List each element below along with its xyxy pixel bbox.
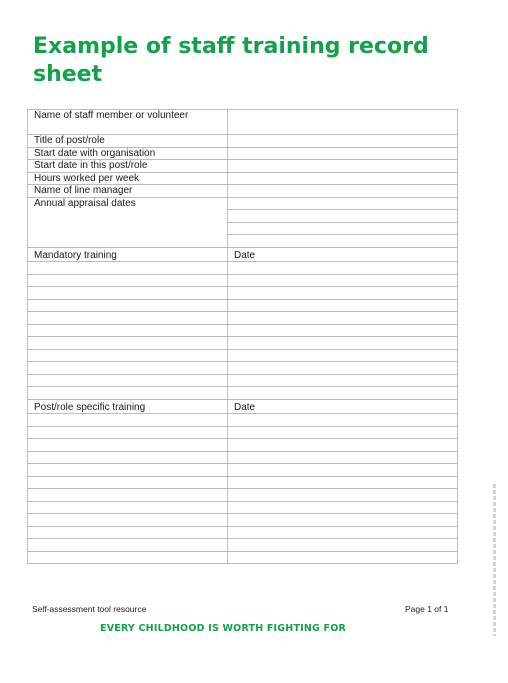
appraisal-date-cell[interactable] [228, 235, 458, 248]
date-cell[interactable] [228, 387, 458, 400]
table-row [28, 439, 458, 452]
date-cell[interactable] [228, 274, 458, 287]
date-cell[interactable] [228, 451, 458, 464]
field-label-appraisal-dates: Annual appraisal dates [28, 197, 228, 247]
table-row [28, 426, 458, 439]
field-value-hours[interactable] [228, 172, 458, 185]
date-cell[interactable] [228, 476, 458, 489]
training-record-table [27, 109, 458, 564]
table-row [28, 362, 458, 375]
table-row [28, 172, 458, 185]
date-cell[interactable] [228, 551, 458, 564]
specific-training-rows [28, 414, 458, 564]
table-row [28, 374, 458, 387]
training-cell[interactable] [28, 287, 228, 300]
table-row [28, 287, 458, 300]
table-row [28, 147, 458, 160]
table-row [28, 539, 458, 552]
training-cell[interactable] [28, 514, 228, 527]
training-cell[interactable] [28, 539, 228, 552]
training-cell[interactable] [28, 374, 228, 387]
specific-training-header: Post/role specific training [28, 399, 228, 414]
mandatory-training-header: Mandatory training [28, 247, 228, 262]
mandatory-training-header-row [28, 247, 458, 262]
training-cell[interactable] [28, 464, 228, 477]
appraisal-date-cell[interactable] [228, 222, 458, 235]
table-row [28, 526, 458, 539]
appraisal-date-cell[interactable] [228, 210, 458, 223]
training-cell[interactable] [28, 274, 228, 287]
date-cell[interactable] [228, 526, 458, 539]
date-header: Date [228, 399, 458, 414]
training-cell[interactable] [28, 312, 228, 325]
training-cell[interactable] [28, 387, 228, 400]
date-cell[interactable] [228, 299, 458, 312]
date-cell[interactable] [228, 337, 458, 350]
field-label-hours: Hours worked per week [28, 172, 228, 185]
table-row [28, 414, 458, 427]
brand-tagline: EVERY CHILDHOOD IS WORTH FIGHTING FOR [100, 623, 346, 634]
table-row [28, 299, 458, 312]
page-number: Page 1 of 1 [405, 604, 449, 614]
table-row [28, 160, 458, 173]
date-cell[interactable] [228, 489, 458, 502]
field-label-post-title: Title of post/role [28, 135, 228, 148]
table-row [28, 324, 458, 337]
date-cell[interactable] [228, 262, 458, 275]
field-label-staff-name: Name of staff member or volunteer [28, 110, 228, 135]
training-cell[interactable] [28, 299, 228, 312]
training-cell[interactable] [28, 337, 228, 350]
field-value-post-title[interactable] [228, 135, 458, 148]
training-cell[interactable] [28, 324, 228, 337]
date-cell[interactable] [228, 287, 458, 300]
training-cell[interactable] [28, 526, 228, 539]
date-cell[interactable] [228, 539, 458, 552]
date-cell[interactable] [228, 324, 458, 337]
table-row [28, 514, 458, 527]
table-row [28, 337, 458, 350]
field-label-line-manager: Name of line manager [28, 185, 228, 198]
date-cell[interactable] [228, 426, 458, 439]
training-cell[interactable] [28, 426, 228, 439]
field-value-start-date-post[interactable] [228, 160, 458, 173]
date-cell[interactable] [228, 501, 458, 514]
fine-print-mark [493, 484, 496, 636]
table-row [28, 551, 458, 564]
field-label-start-date-post: Start date in this post/role [28, 160, 228, 173]
mandatory-training-rows [28, 262, 458, 400]
date-cell[interactable] [228, 312, 458, 325]
date-header: Date [228, 247, 458, 262]
table-row [28, 262, 458, 275]
date-cell[interactable] [228, 514, 458, 527]
date-cell[interactable] [228, 362, 458, 375]
table-row [28, 476, 458, 489]
training-cell[interactable] [28, 451, 228, 464]
table-row [28, 312, 458, 325]
date-cell[interactable] [228, 439, 458, 452]
vertical-fine-print [490, 484, 500, 636]
date-cell[interactable] [228, 464, 458, 477]
table-row [28, 489, 458, 502]
table-row [28, 110, 458, 135]
training-cell[interactable] [28, 489, 228, 502]
table-row [28, 349, 458, 362]
date-cell[interactable] [228, 414, 458, 427]
field-value-staff-name[interactable] [228, 110, 458, 135]
table-row [28, 185, 458, 198]
field-value-start-date-org[interactable] [228, 147, 458, 160]
field-label-start-date-org: Start date with organisation [28, 147, 228, 160]
date-cell[interactable] [228, 374, 458, 387]
training-cell[interactable] [28, 439, 228, 452]
training-cell[interactable] [28, 501, 228, 514]
table-row [28, 135, 458, 148]
table-row [28, 501, 458, 514]
training-cell[interactable] [28, 414, 228, 427]
table-row [28, 464, 458, 477]
table-row [28, 451, 458, 464]
table-row [28, 197, 458, 210]
training-cell[interactable] [28, 476, 228, 489]
training-cell[interactable] [28, 349, 228, 362]
training-cell[interactable] [28, 362, 228, 375]
page-title: Example of staff training record sheet [33, 34, 429, 87]
footer-resource-label: Self-assessment tool resource [32, 604, 147, 614]
training-cell[interactable] [28, 262, 228, 275]
table-row [28, 274, 458, 287]
training-cell[interactable] [28, 551, 228, 564]
date-cell[interactable] [228, 349, 458, 362]
table-row [28, 387, 458, 400]
appraisal-date-cell[interactable] [228, 197, 458, 210]
specific-training-header-row [28, 399, 458, 414]
field-value-line-manager[interactable] [228, 185, 458, 198]
